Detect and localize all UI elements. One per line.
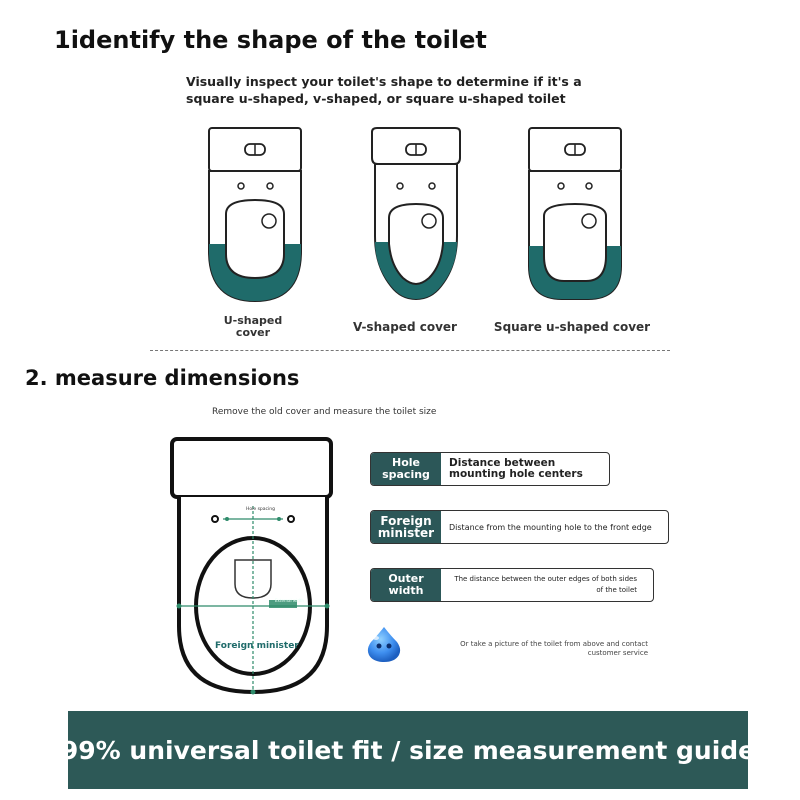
section2-note: Remove the old cover and measure the toilet size <box>212 407 437 417</box>
external-width-diagram-label: External width <box>275 598 304 603</box>
info-row-outer-width <box>370 568 654 602</box>
u-shaped-toilet-illustration <box>204 126 306 306</box>
water-drop-mascot-icon <box>364 624 404 664</box>
hole-spacing-tag: Hole spacing <box>371 453 441 485</box>
square-u-shaped-toilet-illustration <box>526 126 624 306</box>
info-row-foreign-minister <box>370 510 669 544</box>
banner-text: 99% universal toilet fit / size measurement guide <box>60 735 756 765</box>
measurement-diagram <box>165 436 345 698</box>
diagram-tank <box>172 439 331 497</box>
foreign-minister-desc: Distance from the mounting hole to the front edge <box>449 522 652 532</box>
section-divider <box>150 350 670 351</box>
right-mounting-hole <box>288 516 294 522</box>
section1-subtitle: Visually inspect your toilet's shape to determine if it's a square u-shaped, v-shaped, or square u-shaped toilet <box>186 74 582 106</box>
foreign-minister-diagram-label: Foreign minister <box>215 641 299 651</box>
section2-title: 2. measure dimensions <box>25 366 300 390</box>
section1-title: 1identify the shape of the toilet <box>54 26 487 54</box>
foreign-minister-tag: Foreign minister <box>371 511 441 543</box>
hole-spacing-desc: Distance between mounting hole centers <box>449 457 583 480</box>
v-shaped-toilet-illustration <box>369 126 463 306</box>
bottom-banner <box>60 711 756 789</box>
outer-width-tag: Outer width <box>371 569 441 601</box>
info-row-hole-spacing <box>370 452 610 486</box>
hole-spacing-diagram-label: Hole spacing <box>246 507 275 512</box>
contact-note: Or take a picture of the toilet from above and contact customer service <box>460 640 648 657</box>
outer-width-desc: The distance between the outer edges of both sides of the toilet <box>454 575 637 594</box>
left-mounting-hole <box>212 516 218 522</box>
v-shaped-label: V-shaped cover <box>353 320 457 334</box>
u-shaped-label: U-shaped cover <box>223 314 283 339</box>
square-u-shaped-label: Square u-shaped cover <box>493 320 651 334</box>
